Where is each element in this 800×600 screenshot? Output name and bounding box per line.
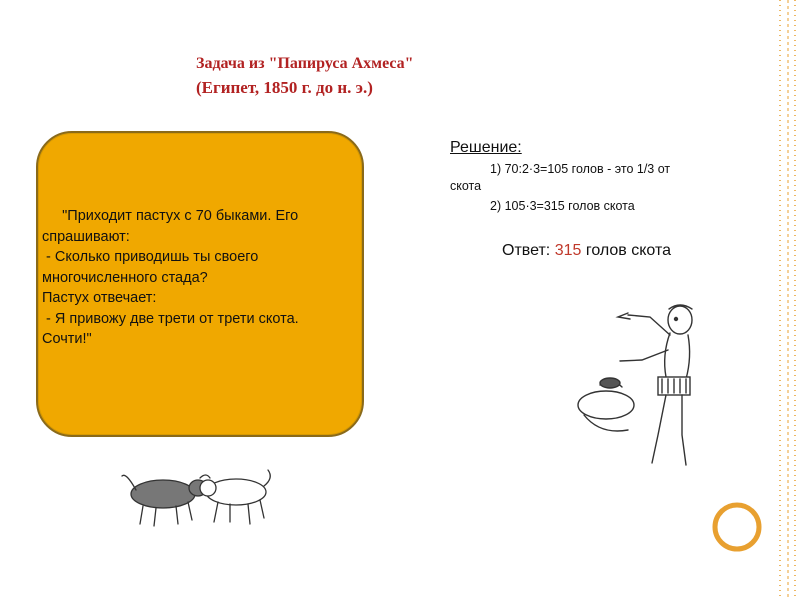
solution-heading: Решение: xyxy=(450,139,522,156)
story-line: "Приходит пастух с 70 быками. Его xyxy=(42,208,299,224)
solution-step-1b: скота xyxy=(450,179,482,193)
story-line: Пастух отвечает: xyxy=(42,290,157,306)
title-line-1: Задача из "Папируса Ахмеса" xyxy=(196,55,414,72)
shepherd-drawing xyxy=(570,295,720,475)
answer-label: Ответ: xyxy=(502,242,555,259)
story-line: - Сколько приводишь ты своего xyxy=(42,249,259,265)
story-line: многочисленного стада? xyxy=(42,269,208,286)
solution-step-2: 2) 105·3=315 голов скота xyxy=(490,199,635,213)
decorative-border xyxy=(770,0,800,600)
title-line-2: (Египет, 1850 г. до н. э.) xyxy=(196,78,373,97)
story-line: спрашивают: xyxy=(42,228,130,245)
bulls-drawing xyxy=(108,462,278,537)
solution-step-1a: 1) 70:2·3=105 голов - это 1/3 от xyxy=(490,162,671,176)
story-line: Сочти!" xyxy=(42,331,92,347)
story-line: - Я привожу две трети от трети скота. xyxy=(42,310,299,327)
answer-line xyxy=(502,242,671,260)
story-text xyxy=(42,206,372,350)
page-title xyxy=(196,52,516,100)
solution-block xyxy=(450,138,780,215)
answer-suffix: голов скота xyxy=(581,242,671,259)
decorative-circle xyxy=(712,502,762,552)
answer-number: 315 xyxy=(554,242,582,259)
